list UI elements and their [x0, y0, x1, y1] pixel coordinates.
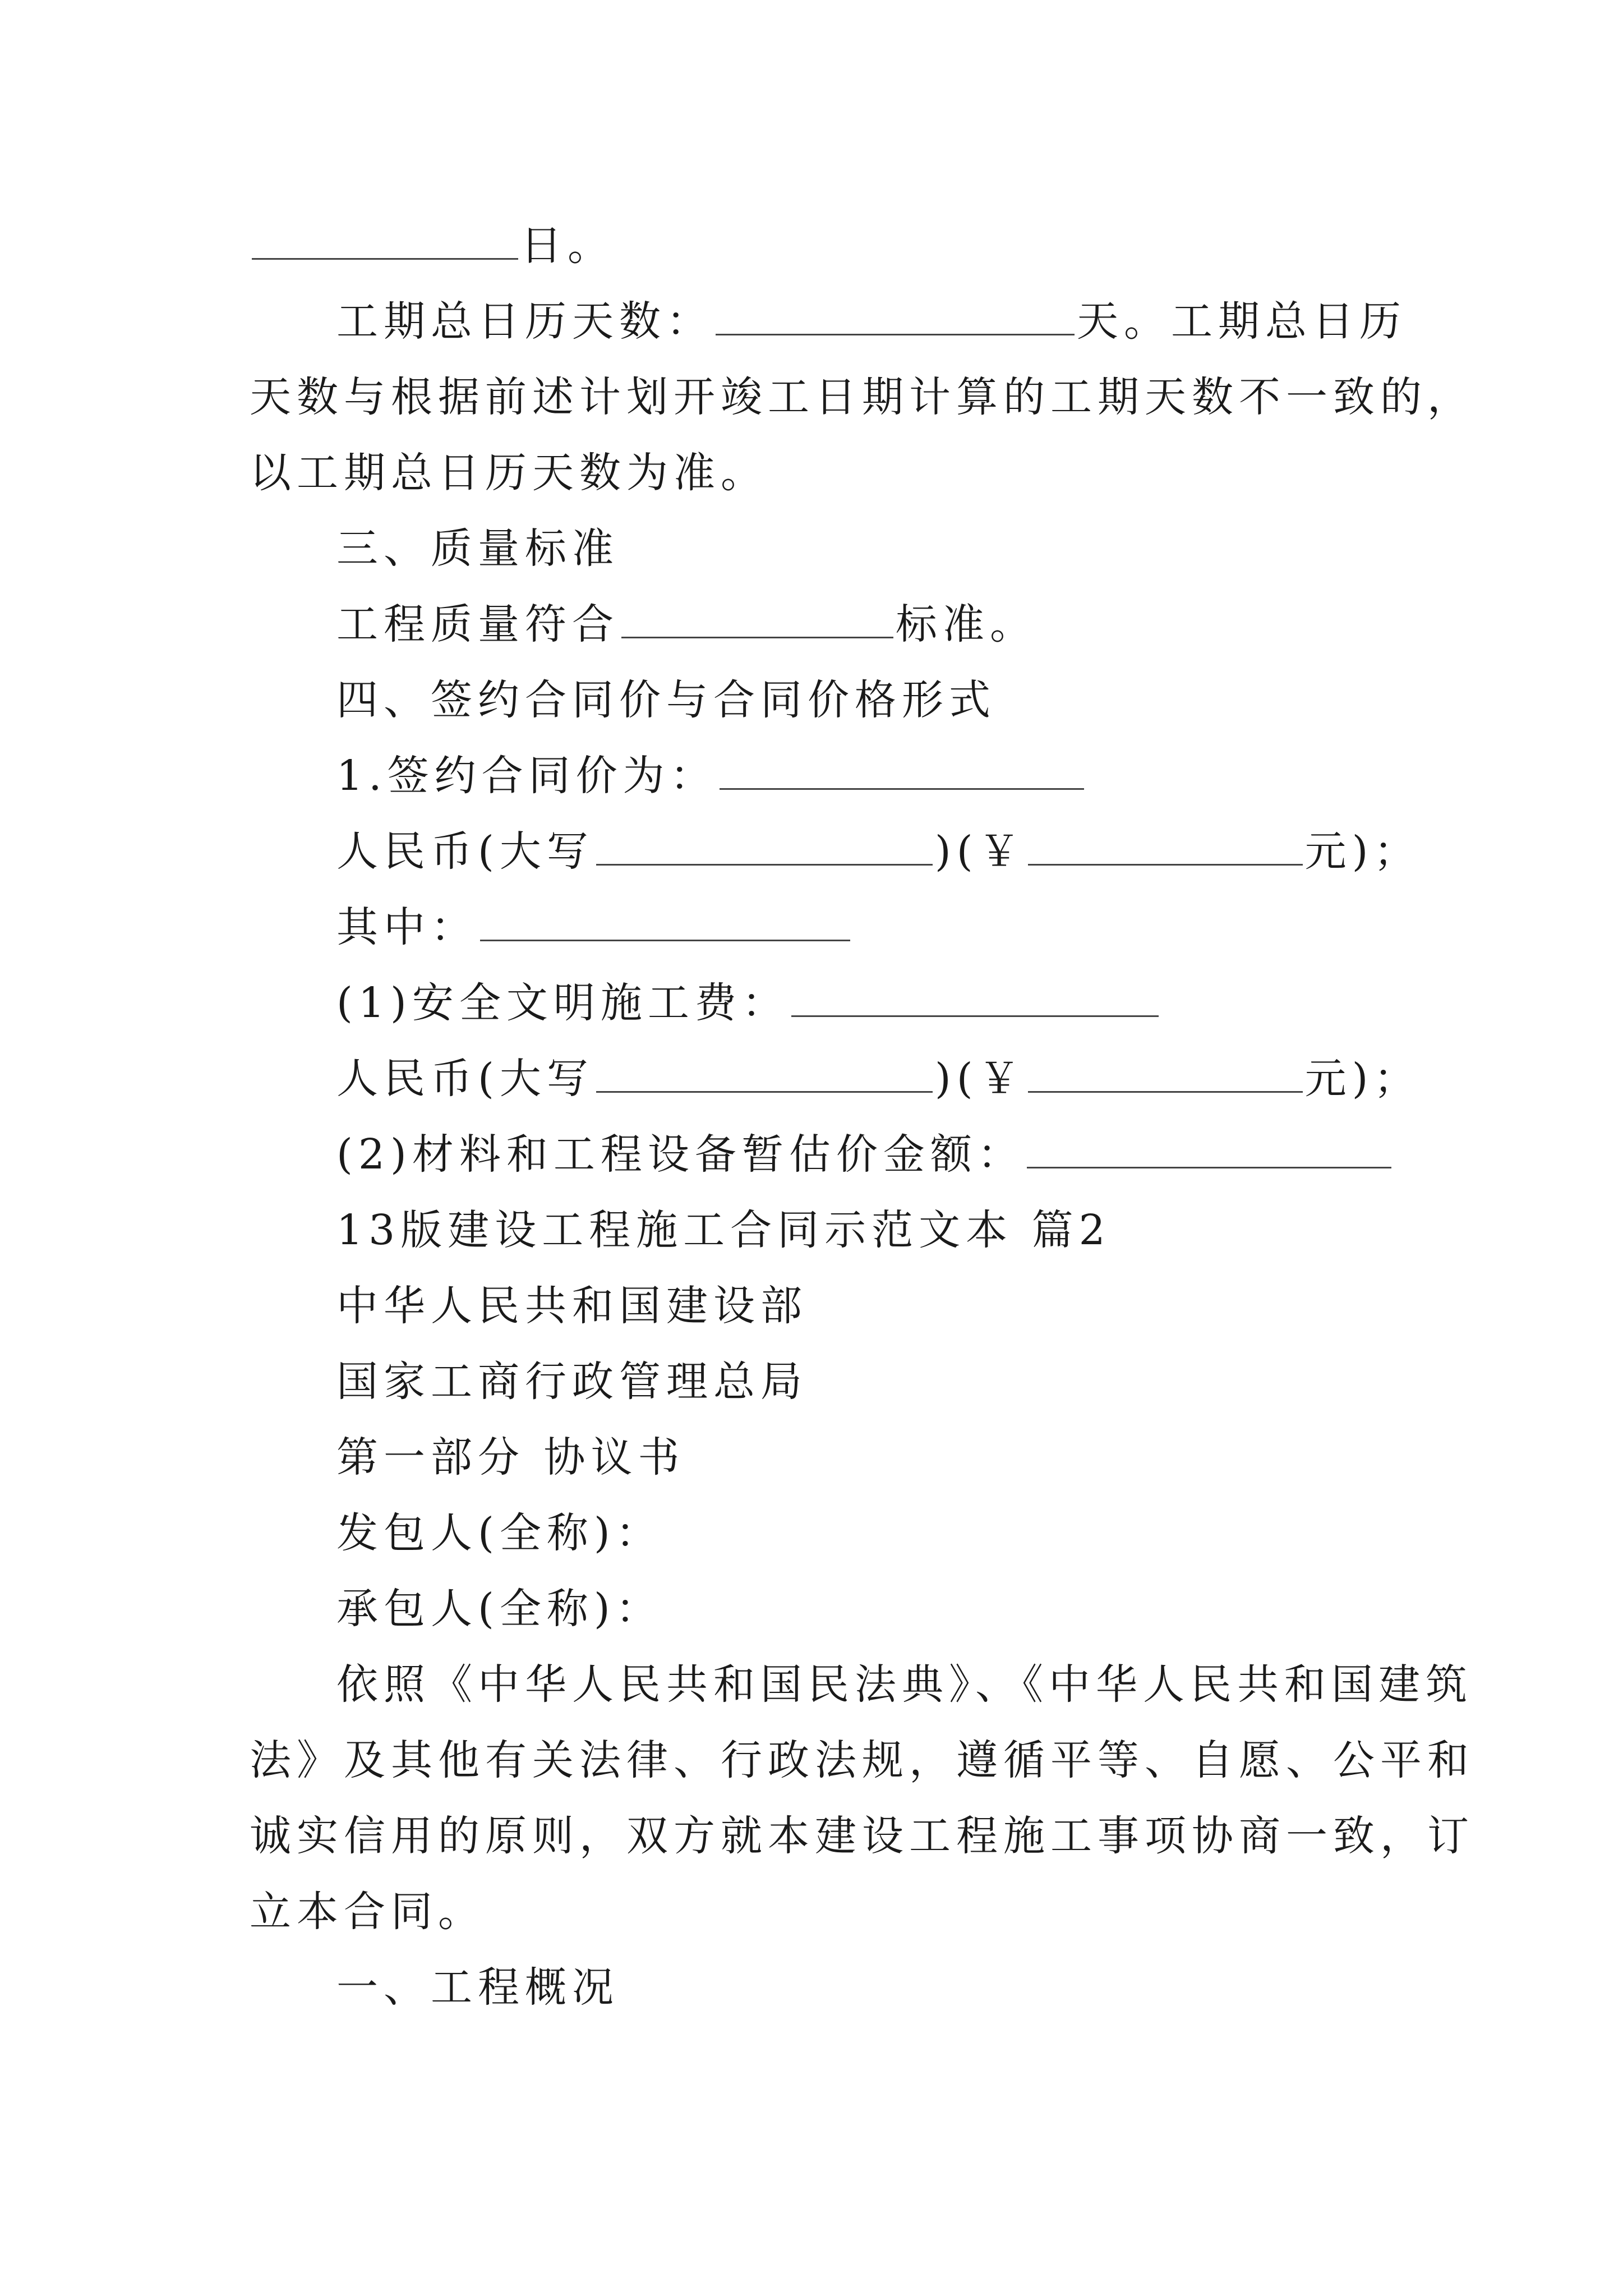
rmb-amount-line [336, 1051, 1421, 1107]
paragraph-line [336, 1657, 1473, 1713]
paragraph-line [250, 1884, 485, 1940]
rmb-symbol: )(￥ [934, 827, 1026, 876]
rmb-figure-blank [1028, 864, 1303, 866]
section-heading-quality [336, 521, 619, 577]
section-heading-text: 四、签约合同价与合同价格形式 [336, 676, 996, 724]
provisional-sum-line [336, 1126, 1394, 1182]
contractor-line [336, 1581, 663, 1637]
including-line [336, 899, 852, 955]
article-title [336, 1202, 1111, 1258]
article-title-text: 13版建设工程施工合同示范文本 篇2 [336, 1206, 1111, 1254]
part-heading [336, 1429, 685, 1485]
paragraph-text: 诚实信用的原则，双方就本建设工程施工事项协商一致，订 [250, 1812, 1474, 1860]
rmb-unit: 元)； [1304, 827, 1421, 876]
rmb-words-blank [596, 1091, 933, 1093]
paragraph-text: 以工期总日历天数为准。 [250, 449, 768, 497]
section-heading-text: 三、质量标准 [336, 524, 619, 573]
paragraph-line [250, 369, 1474, 425]
rmb-symbol: )(￥ [934, 1055, 1026, 1103]
total-days-label: 工期总日历天数： [336, 297, 713, 346]
paragraph-text: 天数与根据前述计划开竣工日期计算的工期天数不一致的， [250, 373, 1474, 421]
quality-blank [621, 637, 893, 638]
issuer-line [336, 1354, 808, 1410]
provisional-sum-blank [1027, 1167, 1391, 1168]
section-heading-overview [336, 1959, 619, 2016]
rmb-unit: 元)； [1304, 1055, 1421, 1103]
total-days-blank [716, 334, 1075, 335]
contract-price-blank [720, 788, 1084, 790]
provisional-sum-label: (2)材料和工程设备暂估价金额： [336, 1130, 1025, 1179]
date-end-line [250, 218, 615, 274]
rmb-amount-line [336, 823, 1421, 880]
paragraph-line [250, 1808, 1474, 1864]
issuer-line [336, 1278, 808, 1334]
including-label: 其中： [336, 903, 478, 951]
safety-fee-line [336, 975, 1161, 1031]
including-blank [480, 940, 850, 941]
quality-label: 工程质量符合 [336, 600, 619, 648]
section-heading-price [336, 672, 996, 728]
quality-standard-line [336, 596, 1037, 652]
total-days-suffix: 天。工期总日历 [1077, 297, 1407, 346]
paragraph-text: 依照《中华人民共和国民法典》、《中华人民共和国建筑 [336, 1660, 1473, 1709]
rmb-label: 人民币(大写 [336, 827, 594, 876]
employer-line [336, 1505, 663, 1561]
date-end-text: 日。 [520, 222, 615, 270]
paragraph-line [250, 445, 768, 501]
quality-suffix: 标准。 [896, 600, 1037, 648]
date-blank [252, 258, 518, 260]
contractor-label: 承包人(全称)： [336, 1585, 663, 1633]
paragraph-text: 法》及其他有关法律、行政法规，遵循平等、自愿、公平和 [250, 1736, 1474, 1784]
safety-fee-label: (1)安全文明施工费： [336, 979, 789, 1027]
contract-price-line [336, 748, 1086, 804]
rmb-words-blank [596, 864, 933, 866]
total-days-line [336, 293, 1407, 349]
issuer-text: 中华人民共和国建设部 [336, 1282, 808, 1330]
paragraph-line [250, 1732, 1474, 1788]
part-heading-text: 第一部分 协议书 [336, 1433, 685, 1481]
paragraph-text: 立本合同。 [250, 1888, 485, 1936]
issuer-text: 国家工商行政管理总局 [336, 1358, 808, 1406]
rmb-label: 人民币(大写 [336, 1055, 594, 1103]
employer-label: 发包人(全称)： [336, 1509, 663, 1557]
rmb-figure-blank [1028, 1091, 1303, 1093]
contract-price-label: 1.签约合同价为： [336, 752, 717, 800]
section-heading-text: 一、工程概况 [336, 1963, 619, 2012]
safety-fee-blank [791, 1015, 1159, 1017]
